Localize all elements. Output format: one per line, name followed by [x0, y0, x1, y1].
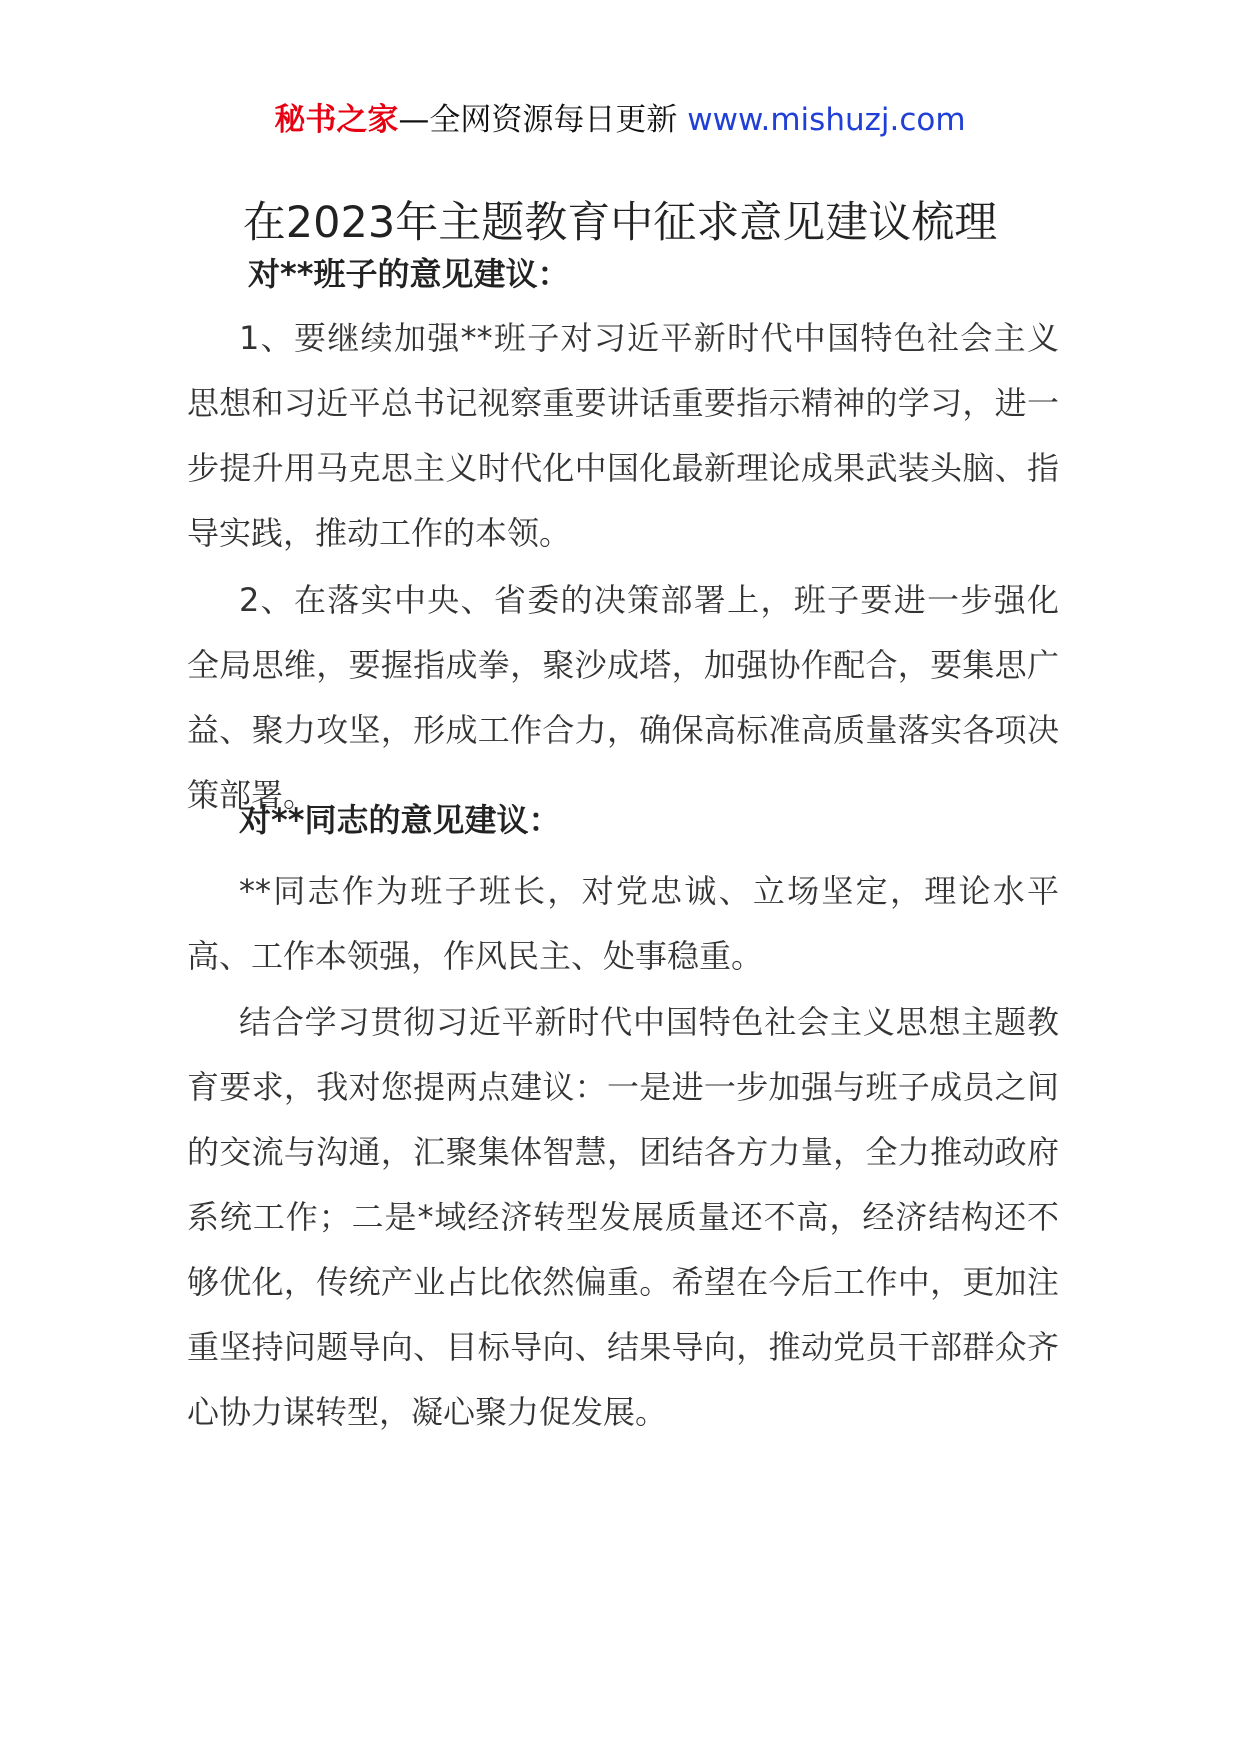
- section-heading-comrade: 对**同志的意见建议：: [239, 801, 561, 839]
- site-brand: 秘书之家: [274, 102, 399, 138]
- site-banner: [0, 100, 1240, 140]
- document-title: 在2023年主题教育中征求意见建议梳理: [242, 198, 998, 248]
- section-comrade-body-1: [187, 859, 1059, 989]
- section-team-body: [187, 306, 1059, 566]
- section-team-body-2: [187, 568, 1059, 828]
- section-heading-team: 对**班子的意见建议：: [248, 255, 570, 293]
- paragraph-item-2: 2、在落实中央、省委的决策部署上，班子要进一步强化全局思维，要握指成拳，聚沙成塔，加强协作配合，要集思广益、聚力攻坚，形成工作合力，确保高标准高质量落实各项决策部署。: [187, 581, 1059, 814]
- paragraph-comrade-1: **同志作为班子班长，对党忠诚、立场坚定，理论水平高、工作本领强，作风民主、处事稳重。: [187, 872, 1059, 975]
- site-tagline: —全网资源每日更新: [398, 102, 678, 138]
- paragraph-comrade-2: 结合学习贯彻习近平新时代中国特色社会主义思想主题教育要求，我对您提两点建议：一是进一步加强与班子成员之间的交流与沟通，汇聚集体智慧，团结各方力量，全力推动政府系统工作；二是*域经济转型发展质量还不高，经济结构还不够优化，传统产业占比依然偏重。希望在今后工作中，更加注重坚持问题导向、目标导向、结果导向，推动党员干部群众齐心协力谋转型，凝心聚力促发展。: [187, 1003, 1059, 1431]
- section-comrade-body-2: [187, 990, 1059, 1445]
- site-url-link[interactable]: www.mishuzj.com: [687, 102, 966, 138]
- paragraph-item-1: 1、要继续加强**班子对习近平新时代中国特色社会主义思想和习近平总书记视察重要讲话重要指示精神的学习，进一步提升用马克思主义时代化中国化最新理论成果武装头脑、指导实践，推动工作的本领。: [187, 319, 1059, 552]
